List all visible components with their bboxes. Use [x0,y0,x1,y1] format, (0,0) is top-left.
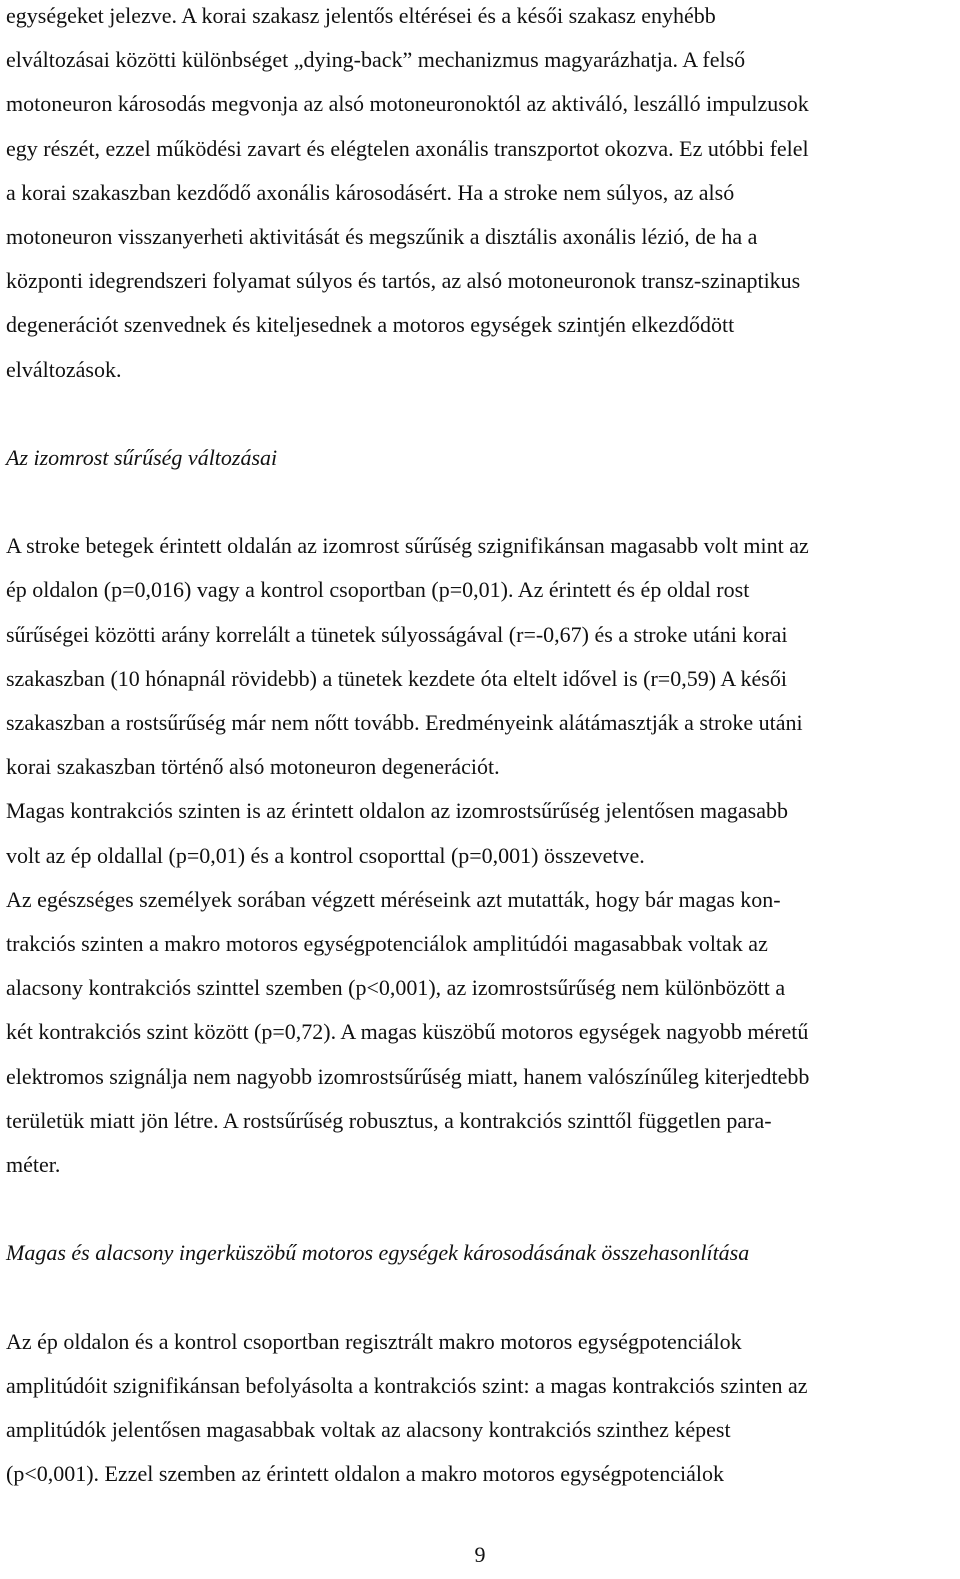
text-line: központi idegrendszeri folyamat súlyos és tartós, az alsó motoneuronok transz-szinaptikus [6,268,801,294]
page-number: 9 [474,1542,486,1567]
text-line: A stroke betegek érintett oldalán az izomrost sűrűség szignifikánsan magasabb volt mint az [6,533,809,559]
paragraph-healthy-subjects [6,878,950,1187]
text-line: elváltozások. [6,356,122,382]
spacer [6,1187,950,1231]
text-line: Magas kontrakciós szinten is az érintett oldalon az izomrostsűrűség jelentősen magasabb [6,798,788,824]
text-line: területük miatt jön létre. A rostsűrűség robusztus, a kontrakciós szinttől független para- [6,1107,772,1133]
text-line: egységeket jelezve. A korai szakasz jelentős eltérései és a késői szakasz enyhébb [6,3,716,28]
paragraph-high-contraction [6,789,950,877]
text-line: szakaszban (10 hónapnál rövidebb) a tünetek kezdete óta eltelt idővel is (r=0,59) A késői [6,665,787,691]
section-heading-motor-unit-comparison: Magas és alacsony ingerküszöbű motoros egységek károsodásának összehasonlítása [6,1240,750,1266]
text-line: két kontrakciós szint között (p=0,72). A magas küszöbű motoros egységek nagyobb méretű [6,1019,809,1045]
document-page [6,0,950,1496]
text-line: korai szakaszban történő alsó motoneuron degenerációt. [6,754,500,780]
text-line: volt az ép oldallal (p=0,01) és a kontrol csoporttal (p=0,001) összevetve. [6,842,645,868]
text-line: Az ép oldalon és a kontrol csoportban regisztrált makro motoros egységpotenciálok [6,1328,742,1354]
spacer [6,480,950,524]
text-line: trakciós szinten a makro motoros egységpotenciálok amplitúdói magasabbak voltak az [6,930,768,956]
text-line: amplitúdóit szignifikánsan befolyásolta a kontrakciós szint: a magas kontrakciós szinten az [6,1372,808,1398]
spacer [6,1275,950,1319]
text-line: szakaszban a rostsűrűség már nem nőtt tovább. Eredményeink alátámasztják a stroke utáni [6,710,803,735]
text-line: méter. [6,1151,61,1177]
spacer [6,392,950,436]
text-line: sűrűségei közötti arány korrelált a tünetek súlyosságával (r=-0,67) és a stroke utáni korai [6,621,788,647]
text-line: Az egészséges személyek sorában végzett méréseink azt mutatták, hogy bár magas kon- [6,886,781,912]
text-line: ép oldalon (p=0,016) vagy a kontrol csoportban (p=0,01). Az érintett és ép oldal rost [6,577,750,603]
paragraph-dying-back [6,0,950,392]
text-line: motoneuron visszanyerheti aktivitását és megszűnik a disztális axonális lézió, de ha a [6,223,758,249]
text-line: alacsony kontrakciós szinttel szemben (p<0,001), az izomrostsűrűség nem különbözött a [6,975,786,1001]
text-line: (p<0,001). Ezzel szemben az érintett oldalon a makro motoros egységpotenciálok [6,1461,724,1487]
text-line: degenerációt szenvednek és kiteljesednek a motoros egységek szintjén elkezdődött [6,312,735,338]
text-line: amplitúdók jelentősen magasabbak voltak az alacsony kontrakciós szinthez képest [6,1417,731,1442]
section-heading-fiber-density: Az izomrost sűrűség változásai [6,444,278,470]
text-line: a korai szakaszban kezdődő axonális károsodásért. Ha a stroke nem súlyos, az alsó [6,179,735,205]
text-line: egy részét, ezzel működési zavart és elégtelen axonális transzportot okozva. Ez utóbbi felel [6,135,809,161]
text-line: elváltozásai közötti különbséget „dying-back” mechanizmus magyarázhatja. A felső [6,47,746,73]
paragraph-fiber-density-results [6,524,950,789]
text-line: elektromos szignálja nem nagyobb izomrostsűrűség miatt, hanem valószínűleg kiterjedtebb [6,1063,810,1089]
text-line: motoneuron károsodás megvonja az alsó motoneuronoktól az aktiváló, leszálló impulzusok [6,91,809,117]
paragraph-macro-muap-amplitudes [6,1320,950,1497]
